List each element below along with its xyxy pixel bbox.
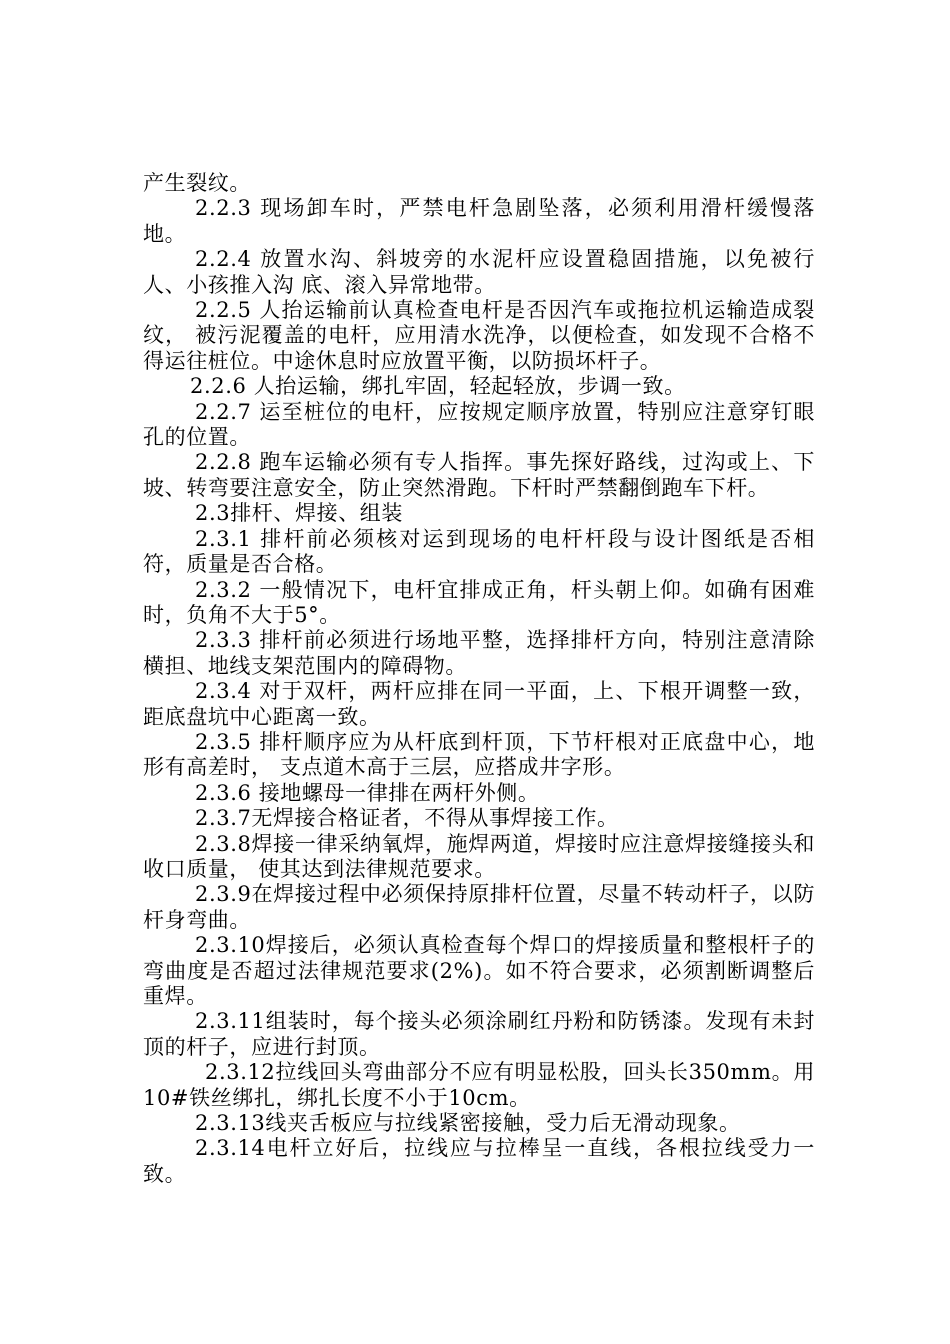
paragraph-2-3-2: 2.3.2 一般情况下，电杆宜排成正角，杆头朝上仰。如确有困难时，负角不大于5°。 <box>143 577 815 627</box>
paragraph-2-3-13: 2.3.13线夹舌板应与拉线紧密接触，受力后无滑动现象。 <box>195 1111 741 1136</box>
paragraph-2-2-3: 2.2.3 现场卸车时，严禁电杆急剧坠落，必须利用滑杆缓慢落地。 <box>143 196 815 246</box>
paragraph-2-3-14: 2.3.14电杆立好后，拉线应与拉棒呈一直线，各根拉线受力一致。 <box>143 1136 815 1186</box>
paragraph-2-3-9: 2.3.9在焊接过程中必须保持原排杆位置，尽量不转动杆子，以防杆身弯曲。 <box>143 882 815 932</box>
paragraph-2-3-8: 2.3.8焊接一律采纳氧焊，施焊两道，焊接时应注意焊接缝接头和收口质量， 使其达到法律规范要求。 <box>143 831 815 881</box>
paragraph-2-2-7: 2.2.7 运至桩位的电杆，应按规定顺序放置，特别应注意穿钉眼孔的位置。 <box>143 399 815 450</box>
paragraph-2-3-11: 2.3.11组装时，每个接头必须涂刷红丹粉和防锈漆。发现有未封顶的杆子，应进行封顶。 <box>143 1009 815 1059</box>
paragraph-2-3-5: 2.3.5 排杆顺序应为从杆底到杆顶，下节杆根对正底盘中心，地形有高差时， 支点道木高于三层，应搭成井字形。 <box>143 729 815 780</box>
paragraph-2-3-10: 2.3.10焊接后，必须认真检查每个焊口的焊接质量和整根杆子的弯曲度是否超过法律规范要求(2%)。如不符合要求，必须割断调整后重焊。 <box>143 933 815 1008</box>
document-body <box>143 171 815 1187</box>
paragraph-2-3-1: 2.3.1 排杆前必须核对运到现场的电杆杆段与设计图纸是否相符，质量是否合格。 <box>143 526 815 577</box>
paragraph-2-3-7: 2.3.7无焊接合格证者，不得从事焊接工作。 <box>195 806 619 831</box>
paragraph-2-3-6: 2.3.6 接地螺母一律排在两杆外侧。 <box>195 780 540 805</box>
paragraph-2-3-12: 2.3.12拉线回头弯曲部分不应有明显松股，回头长350mm。用10#铁丝绑扎，绑扎长度不小于10cm。 <box>143 1060 815 1110</box>
paragraph: 产生裂纹。 <box>143 171 251 195</box>
section-heading-2-3: 2.3排杆、焊接、组装 <box>195 501 403 526</box>
paragraph-2-2-8: 2.2.8 跑车运输必须有专人指挥。事先探好路线，过沟或上、下坡、转弯要注意安全，防止突然滑跑。下杆时严禁翻倒跑车下杆。 <box>143 450 815 500</box>
paragraph-2-2-5: 2.2.5 人抬运输前认真检查电杆是否因汽车或拖拉机运输造成裂纹， 被污泥覆盖的电杆，应用清水洗净，以便检查，如发现不合格不得运往桩位。中途休息时应放置平衡，以防损坏杆子。 <box>143 298 815 373</box>
paragraph-2-2-4: 2.2.4 放置水沟、斜坡旁的水泥杆应设置稳固措施，以免被行人、小孩推入沟 底、滚入异常地带。 <box>143 247 815 297</box>
paragraph-2-3-4: 2.3.4 对于双杆，两杆应排在同一平面，上、下根开调整一致，距底盘坑中心距离一致。 <box>143 679 815 729</box>
paragraph-2-3-3: 2.3.3 排杆前必须进行场地平整，选择排杆方向，特别注意清除横担、地线支架范围内的障碍物。 <box>143 628 815 678</box>
paragraph-2-2-6: 2.2.6 人抬运输，绑扎牢固，轻起轻放，步调一致。 <box>190 374 686 399</box>
